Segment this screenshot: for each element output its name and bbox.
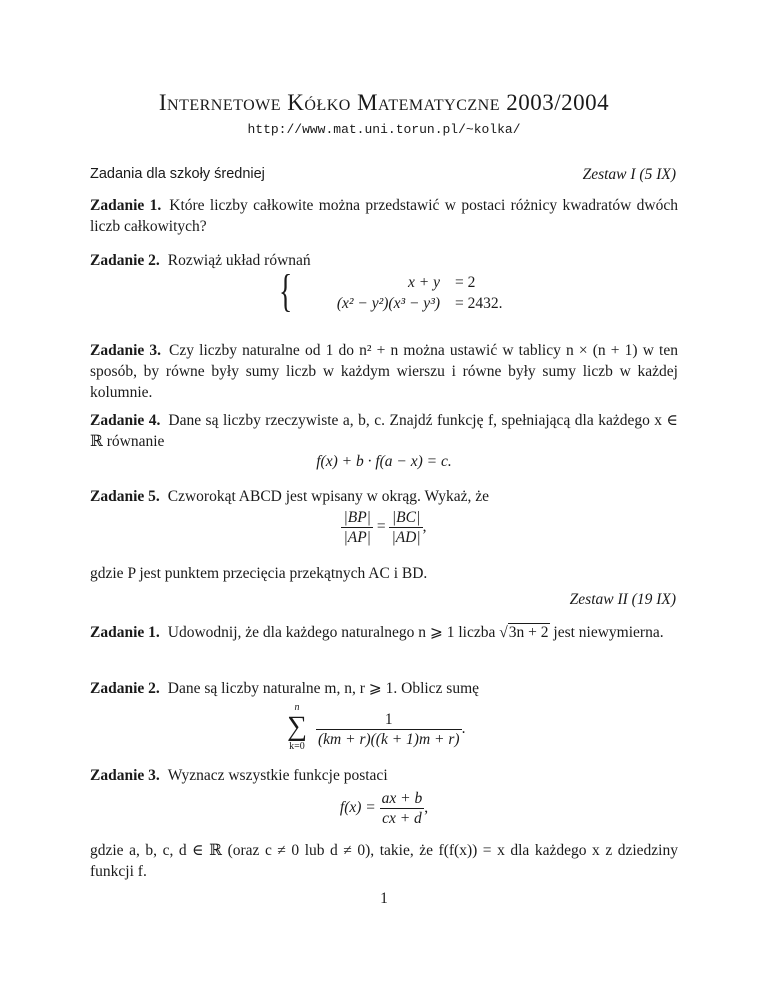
problem-label: Zadanie 1. [90, 624, 160, 641]
problem-text: Wyznacz wszystkie funkcje postaci [167, 767, 388, 784]
problem-text-b: jest niewymierna. [553, 624, 664, 641]
problem-text-a: Udowodnij, że dla każdego naturalnego n ⩾ 1 liczba [167, 624, 496, 641]
fraction-bp-ap: $\frac{|BP|}{|AP|}$ [343, 509, 371, 546]
problem-text: Rozwiąż układ równań [167, 252, 311, 269]
sqrt-expression: 3n + 2 [508, 624, 549, 641]
eq2-right: = 2432. [455, 295, 503, 312]
problem-1-5 [90, 486, 678, 507]
problem-1-2 [90, 250, 678, 271]
problem-label: Zadanie 1. [90, 197, 162, 214]
problem-label: Zadanie 4. [90, 412, 161, 429]
problem-label: Zadanie 2. [90, 680, 160, 697]
equation-mobius: f(x) = $\frac{ax + b}{cx + d}$ , [339, 790, 429, 827]
problem-label: Zadanie 2. [90, 252, 160, 269]
problem-1-1 [90, 195, 678, 237]
fraction-bc-ad: $\frac{|BC|}{|AD|}$ [391, 509, 421, 546]
sum-fraction: $\frac{1}{(km + r)((k + 1)m + r)}$ . [318, 711, 466, 748]
problem-text: Dane są liczby rzeczywiste a, b, c. Znajdź funkcję f, spełniającą dla każdego x ∈ ℝ równanie [90, 412, 679, 450]
page-title: Internetowe Kółko Matematyczne 2003/2004 [158, 90, 610, 115]
set-1-label: Zestaw I (5 IX) [582, 166, 676, 183]
system-brace: { [279, 265, 293, 316]
problem-2-3 [90, 765, 678, 786]
set-2-label: Zestaw II (19 IX) [569, 591, 676, 608]
problem-text: Czworokąt ABCD jest wpisany w okrąg. Wykaż, że [167, 488, 489, 505]
problem-label: Zadanie 5. [90, 488, 160, 505]
problem-2-2 [90, 678, 678, 699]
problem-1-5-after: gdzie P jest punktem przecięcia przekątnych AC i BD. [90, 565, 428, 582]
eq1-right: = 2 [455, 274, 476, 291]
subheader-left: Zadania dla szkoły średniej [90, 166, 265, 182]
problem-label: Zadanie 3. [90, 342, 162, 359]
problem-text: Czy liczby naturalne od 1 do n² + n można ustawić w tablicy n × (n + 1) w ten sposób, by równe były sumy liczb w każdym wierszu i równe były sumy liczb w każdej kolumnie. [90, 342, 678, 401]
equation-5: $\frac{|BP|}{|AP|}$ = $\frac{|BC|}{|AD|}$ , [343, 509, 427, 546]
eq2-left: (x² − y²)(x³ − y³) [336, 295, 440, 312]
problem-1-4 [90, 410, 678, 452]
eq1-left: x + y [408, 274, 440, 291]
problem-label: Zadanie 3. [90, 767, 160, 784]
page-number: 1 [380, 890, 388, 907]
problem-2-1: Zadanie 1. Udowodnij, że dla każdego naturalnego n ⩾ 1 liczba √3n + 2 jest niewymierna. [90, 624, 664, 641]
problem-text: Dane są liczby naturalne m, n, r ⩾ 1. Oblicz sumę [167, 680, 480, 697]
site-url[interactable]: http://www.mat.uni.torun.pl/~kolka/ [247, 122, 521, 137]
problem-1-3 [90, 340, 678, 403]
equation-4: f(x) + b · f(a − x) = c. [316, 453, 452, 470]
sum-symbol: n ∑ k=0 [287, 702, 307, 752]
problem-2-3-after: gdzie a, b, c, d ∈ ℝ (oraz c ≠ 0 lub d ≠ 0), takie, że f(f(x)) = x dla każdego x z dziedziny funkcji f. [90, 842, 678, 880]
problem-text: Które liczby całkowite można przedstawić w postaci różnicy kwadratów dwóch liczb całkowitych? [90, 197, 678, 235]
